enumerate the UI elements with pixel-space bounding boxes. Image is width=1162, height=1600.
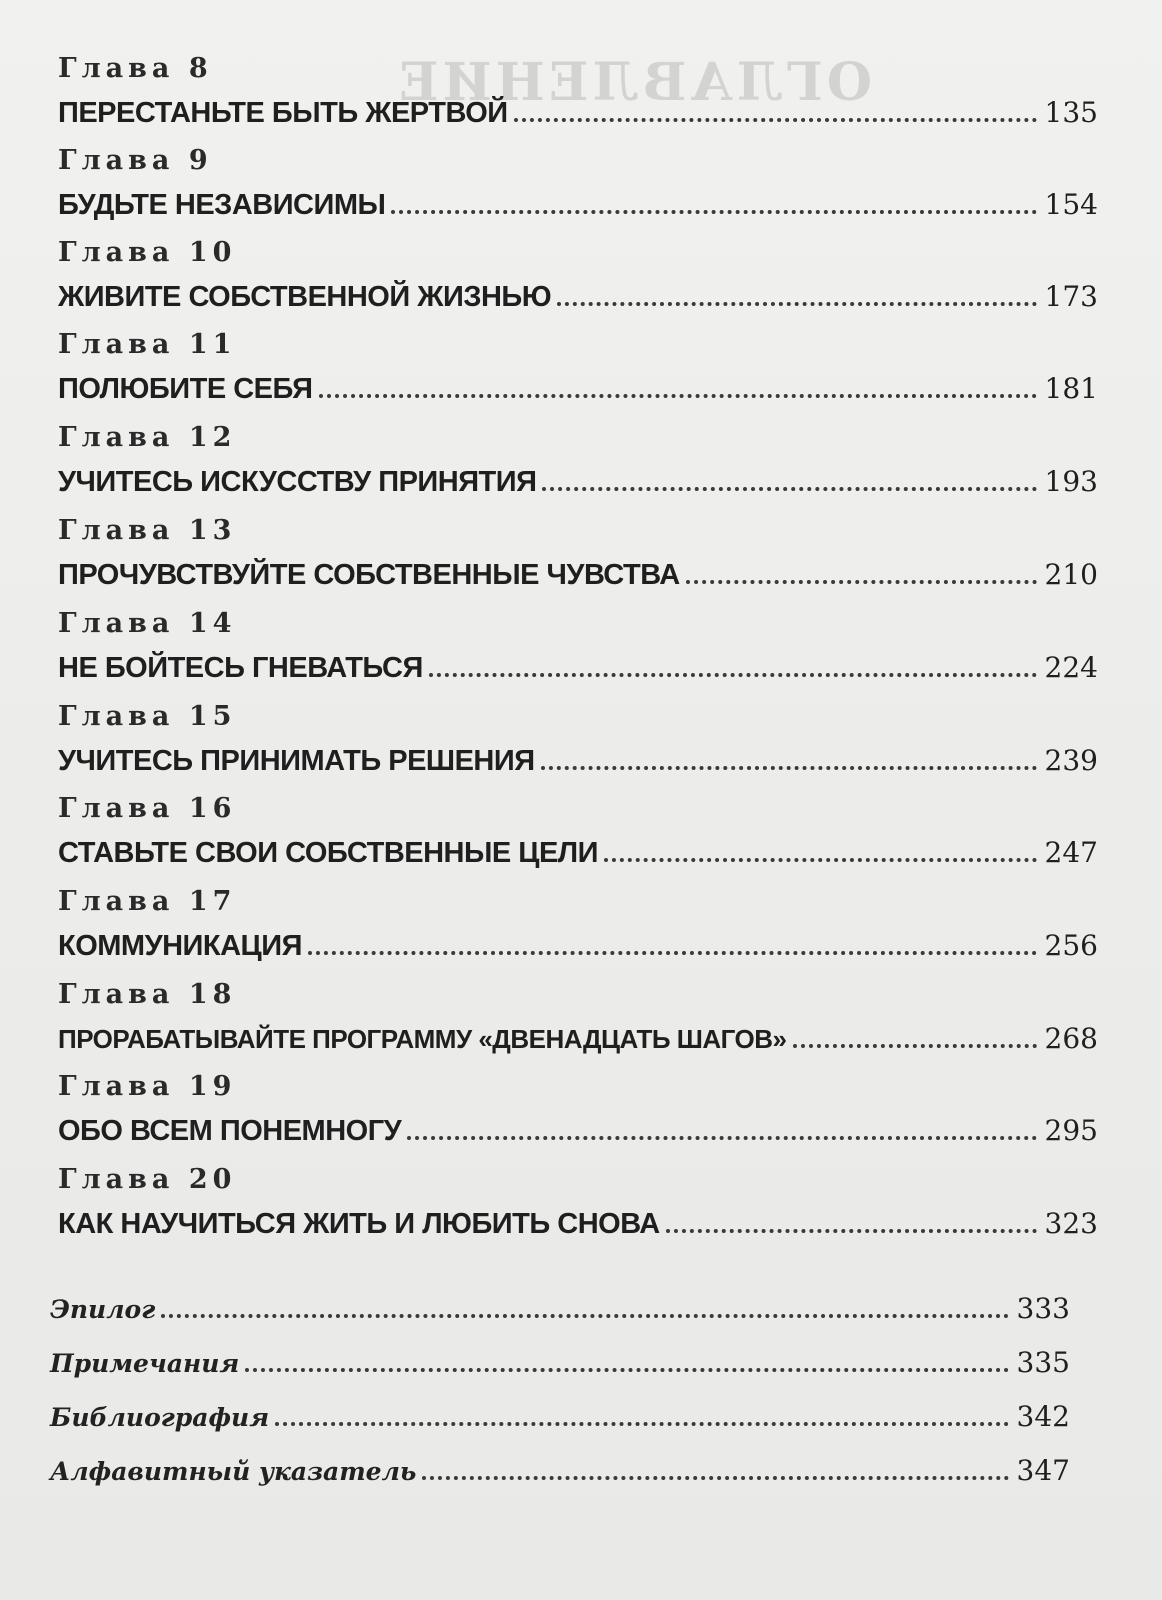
chapter-label: Глава 9	[58, 145, 213, 176]
back-matter-title: Библиография	[50, 1403, 270, 1432]
dot-leader	[245, 1368, 1008, 1372]
toc-entry-line	[58, 182, 1098, 222]
dot-leader	[686, 580, 1037, 584]
dot-leader	[161, 1314, 1008, 1318]
toc-entry-line	[58, 366, 1098, 406]
toc-index[interactable]	[50, 1452, 1070, 1488]
toc-entry-line	[58, 274, 1098, 314]
chapter-title: КОММУНИКАЦИЯ	[58, 930, 302, 962]
chapter-label: Глава 17	[58, 886, 237, 917]
chapter-label: Глава 11	[58, 329, 237, 360]
chapter-label: Глава 20	[58, 1164, 237, 1195]
page-number: 135	[1044, 96, 1098, 129]
dot-leader	[557, 302, 1036, 306]
dot-leader	[666, 1229, 1037, 1233]
page-number: 193	[1044, 465, 1098, 498]
chapter-title: УЧИТЕСЬ ПРИНИМАТЬ РЕШЕНИЯ	[58, 745, 535, 777]
dot-leader	[308, 951, 1037, 955]
page-number: 335	[1016, 1346, 1070, 1379]
dot-leader	[319, 394, 1037, 398]
toc-chapter-19[interactable]	[58, 1072, 1098, 1148]
toc-chapter-8[interactable]	[58, 54, 1098, 130]
chapter-label: Глава 10	[58, 237, 237, 268]
page-number: 268	[1044, 1022, 1098, 1055]
back-matter-title: Примечания	[50, 1349, 240, 1378]
page-number: 224	[1044, 651, 1098, 684]
dot-leader	[429, 673, 1037, 677]
dot-leader	[391, 210, 1036, 214]
page-number: 173	[1044, 280, 1098, 313]
toc-entry-line	[58, 738, 1098, 778]
page-number: 295	[1044, 1114, 1098, 1147]
toc-chapter-10[interactable]	[58, 238, 1098, 314]
chapter-title: ЖИВИТЕ СОБСТВЕННОЙ ЖИЗНЬЮ	[58, 281, 552, 313]
toc-entry-line	[58, 1201, 1098, 1241]
chapter-label: Глава 18	[58, 979, 237, 1010]
page-number: 181	[1044, 372, 1098, 405]
page-number: 247	[1044, 836, 1098, 869]
page-number: 333	[1016, 1292, 1070, 1325]
toc-entry-line	[58, 830, 1098, 870]
toc-bibliography[interactable]	[50, 1398, 1070, 1434]
toc-chapter-20[interactable]	[58, 1165, 1098, 1241]
toc-chapter-17[interactable]	[58, 887, 1098, 963]
toc-entry-line	[58, 90, 1098, 130]
toc-epilogue[interactable]	[50, 1290, 1070, 1326]
chapter-label: Глава 13	[58, 515, 237, 546]
chapter-label: Глава 19	[58, 1071, 237, 1102]
page-number: 210	[1044, 558, 1098, 591]
dot-leader	[604, 858, 1037, 862]
dot-leader	[422, 1476, 1008, 1480]
chapter-title: КАК НАУЧИТЬСЯ ЖИТЬ И ЛЮБИТЬ СНОВА	[58, 1208, 660, 1240]
page-number: 256	[1044, 929, 1098, 962]
chapter-label: Глава 12	[58, 422, 237, 453]
chapter-title: ПРОЧУВСТВУЙТЕ СОБСТВЕННЫЕ ЧУВСТВА	[58, 559, 680, 591]
back-matter-title: Алфавитный указатель	[50, 1457, 417, 1486]
chapter-label: Глава 14	[58, 608, 237, 639]
toc-entry-line	[58, 923, 1098, 963]
chapter-title: НЕ БОЙТЕСЬ ГНЕВАТЬСЯ	[58, 652, 423, 684]
back-matter-title: Эпилог	[50, 1295, 156, 1324]
page-number: 342	[1016, 1400, 1070, 1433]
chapter-title: БУДЬТЕ НЕЗАВИСИМЫ	[58, 189, 386, 221]
chapter-title: УЧИТЕСЬ ИСКУССТВУ ПРИНЯТИЯ	[58, 466, 537, 498]
chapter-label: Глава 15	[58, 701, 237, 732]
page-number: 323	[1044, 1207, 1098, 1240]
toc-entry-line	[58, 645, 1098, 685]
chapter-title: ОБО ВСЕМ ПОНЕМНОГУ	[58, 1115, 402, 1147]
toc-entry-line	[58, 1016, 1098, 1056]
dot-leader	[407, 1136, 1036, 1140]
toc-chapter-12[interactable]	[58, 423, 1098, 499]
dot-leader	[514, 118, 1037, 122]
chapter-title: СТАВЬТЕ СВОИ СОБСТВЕННЫЕ ЦЕЛИ	[58, 837, 598, 869]
toc-chapter-9[interactable]	[58, 146, 1098, 222]
page-number: 239	[1044, 744, 1098, 777]
toc-chapter-18[interactable]	[58, 980, 1098, 1056]
dot-leader	[275, 1422, 1008, 1426]
toc-entry-line	[58, 459, 1098, 499]
bleed-through-heading: ОГЛАВЛЕНИЕ	[395, 52, 872, 113]
dot-leader	[541, 766, 1037, 770]
toc-chapter-15[interactable]	[58, 702, 1098, 778]
toc-entry-line	[58, 1108, 1098, 1148]
dot-leader	[793, 1044, 1037, 1048]
toc-entry-line	[58, 552, 1098, 592]
toc-chapter-11[interactable]	[58, 330, 1098, 406]
chapter-label: Глава 16	[58, 793, 237, 824]
dot-leader	[542, 487, 1036, 491]
chapter-title: ПОЛЮБИТЕ СЕБЯ	[58, 373, 313, 405]
toc-chapter-16[interactable]	[58, 794, 1098, 870]
page-number: 154	[1044, 188, 1098, 221]
toc-chapter-14[interactable]	[58, 609, 1098, 685]
chapter-label: Глава 8	[58, 53, 213, 84]
chapter-title: ПЕРЕСТАНЬТЕ БЫТЬ ЖЕРТВОЙ	[58, 97, 508, 129]
toc-notes[interactable]	[50, 1344, 1070, 1380]
chapter-title: ПРОРАБАТЫВАЙТЕ ПРОГРАММУ «ДВЕНАДЦАТЬ ШАГОВ»	[58, 1024, 787, 1054]
page-number: 347	[1016, 1454, 1070, 1487]
toc-chapter-13[interactable]	[58, 516, 1098, 592]
